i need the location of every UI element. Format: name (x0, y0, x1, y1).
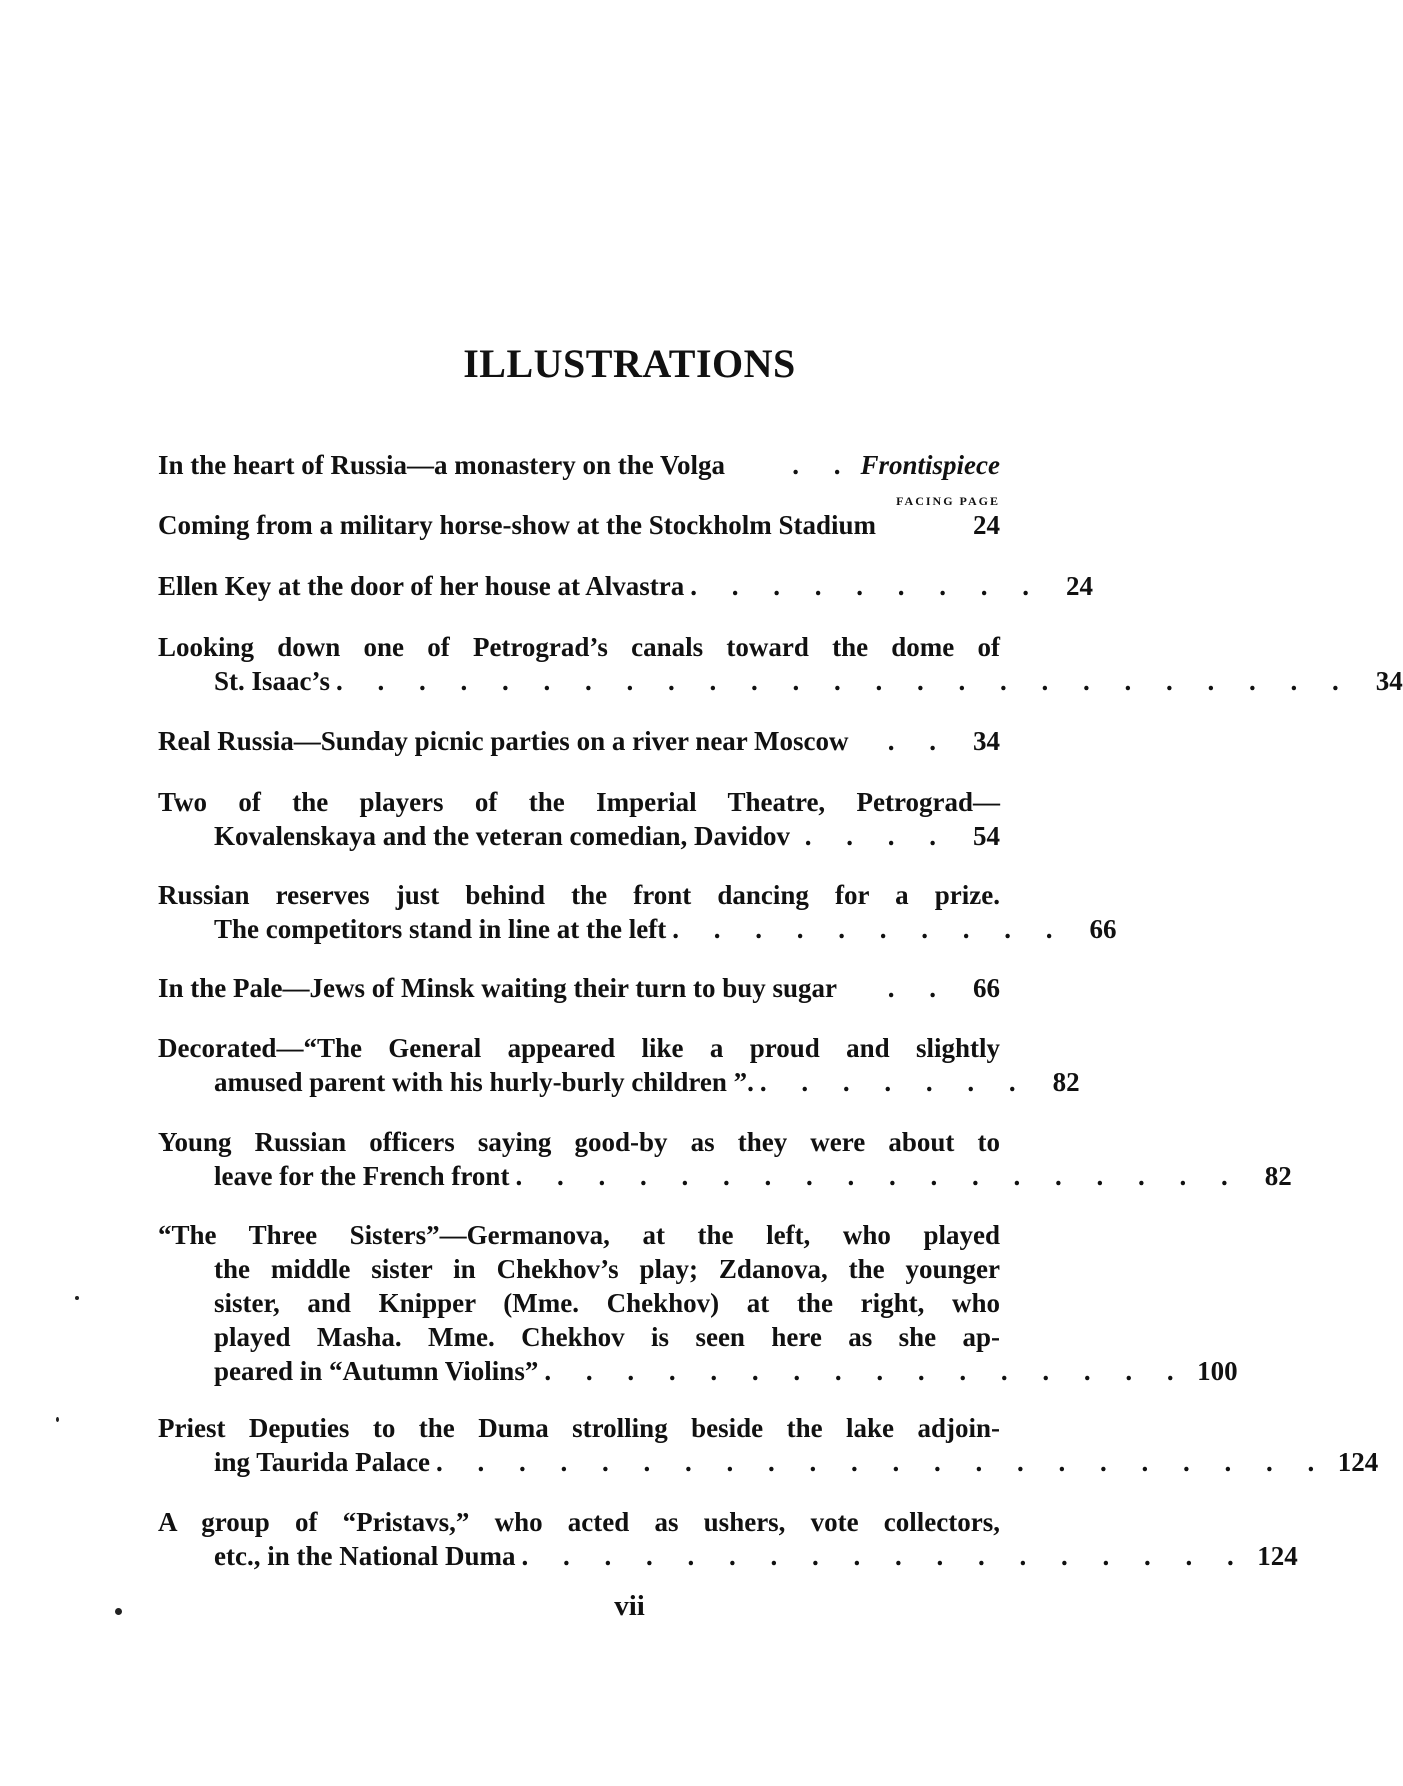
entry-page: 24 (1066, 571, 1093, 601)
entry-caption-cont: St. Isaac’s (214, 666, 331, 696)
page-title: ILLUSTRATIONS (463, 341, 796, 386)
leader-dots: . . . . . . . . . . . . . . . . . . . . . . . . . (336, 666, 1353, 696)
entry-caption-cont: peared in “Autumn Violins” (214, 1356, 539, 1386)
illustration-entry (158, 1411, 1379, 1479)
leader-dots: . . . . (804, 821, 950, 851)
entry-caption: “The Three Sisters”—Germanova, at the left, who played (158, 1220, 1000, 1250)
illustration-entry (158, 508, 1000, 542)
leader-dots: . . . . . . . . . . (672, 914, 1067, 944)
entry-caption-cont: Kovalenskaya and the veteran comedian, Davidov (214, 821, 791, 851)
illustration-entry (158, 724, 1000, 758)
illustration-entry (158, 971, 1000, 1005)
entry-caption: In the heart of Russia—a monastery on the Volga (158, 450, 726, 480)
leader-dots: . . (792, 450, 855, 480)
leader-dots: . . (887, 973, 950, 1003)
entry-page: 24 (973, 510, 1000, 540)
entry-caption: Ellen Key at the door of her house at Alvastra (158, 571, 685, 601)
entry-caption: Priest Deputies to the Duma strolling beside the lake adjoin- (158, 1413, 1000, 1443)
entry-page: 34 (1375, 666, 1403, 696)
page-number: vii (614, 1590, 645, 1622)
illustration-entry (158, 569, 1093, 603)
entry-caption: Decorated—“The General appeared like a proud and slightly (158, 1033, 1000, 1063)
entry-caption-cont: amused parent with his hurly-burly children ”. (214, 1067, 754, 1097)
entry-caption-cont: leave for the French front (214, 1161, 510, 1191)
entry-page: 124 (1257, 1541, 1298, 1571)
leader-dots: . . (887, 726, 950, 756)
illustration-entry (158, 630, 1403, 698)
entry-caption: Looking down one of Petrograd’s canals toward the dome of (158, 632, 1000, 662)
leader-dots: . . . . . . . . . . . . . . . . . . (521, 1541, 1248, 1571)
illustration-entry (158, 1505, 1298, 1573)
entry-page: 66 (1089, 914, 1117, 944)
frontispiece-entry (158, 448, 1000, 482)
illustration-entry (158, 878, 1117, 946)
entry-caption: Russian reserves just behind the front dancing for a prize. (158, 880, 1000, 910)
entry-caption: Young Russian officers saying good-by as they were about to (158, 1127, 1000, 1157)
entry-caption-cont: The competitors stand in line at the left (214, 914, 667, 944)
entry-caption: Coming from a military horse-show at the Stockholm Stadium (158, 510, 876, 540)
entry-page: 100 (1197, 1356, 1238, 1386)
entry-caption: Two of the players of the Imperial Theatre, Petrograd— (158, 787, 1000, 817)
leader-dots: . . . . . . . . . . . . . . . . . . . . . . (436, 1447, 1329, 1477)
entry-page: 54 (973, 821, 1000, 851)
entry-page: 82 (1264, 1161, 1292, 1191)
illustration-entry (158, 1125, 1292, 1193)
entry-caption: Real Russia—Sunday picnic parties on a river near Moscow (158, 726, 849, 756)
facing-page-header: FACING PAGE (896, 494, 1000, 508)
illustration-entry (158, 1031, 1080, 1099)
scan-speck (75, 1296, 79, 1300)
entry-page: 124 (1337, 1447, 1379, 1477)
illustration-entry (158, 785, 1000, 853)
entry-caption-cont: ing Taurida Palace (214, 1447, 431, 1477)
entry-page: Frontispiece (860, 450, 1000, 480)
leader-dots: . . . . . . . . . (690, 571, 1043, 601)
scan-speck (115, 1608, 122, 1615)
entry-caption-cont: etc., in the National Duma (214, 1541, 516, 1571)
entry-page: 66 (973, 973, 1000, 1003)
entry-caption-cont: sister, and Knipper (Mme. Chekhov) at the right, who (214, 1288, 1000, 1318)
scan-speck (56, 1417, 59, 1422)
illustration-entry (158, 1218, 1238, 1388)
entry-caption: In the Pale—Jews of Minsk waiting their turn to buy sugar (158, 973, 838, 1003)
entry-page: 82 (1052, 1067, 1080, 1097)
entry-caption-cont: played Masha. Mme. Chekhov is seen here as she ap- (214, 1322, 1000, 1352)
leader-dots: . . . . . . . (759, 1067, 1030, 1097)
leader-dots: . . . . . . . . . . . . . . . . (544, 1356, 1188, 1386)
entry-page: 34 (973, 726, 1000, 756)
entry-caption-cont: the middle sister in Chekhov’s play; Zdanova, the younger (214, 1254, 1000, 1284)
leader-dots: . . . . . . . . . . . . . . . . . . (515, 1161, 1242, 1191)
entry-caption: A group of “Pristavs,” who acted as ushers, vote collectors, (158, 1507, 1000, 1537)
